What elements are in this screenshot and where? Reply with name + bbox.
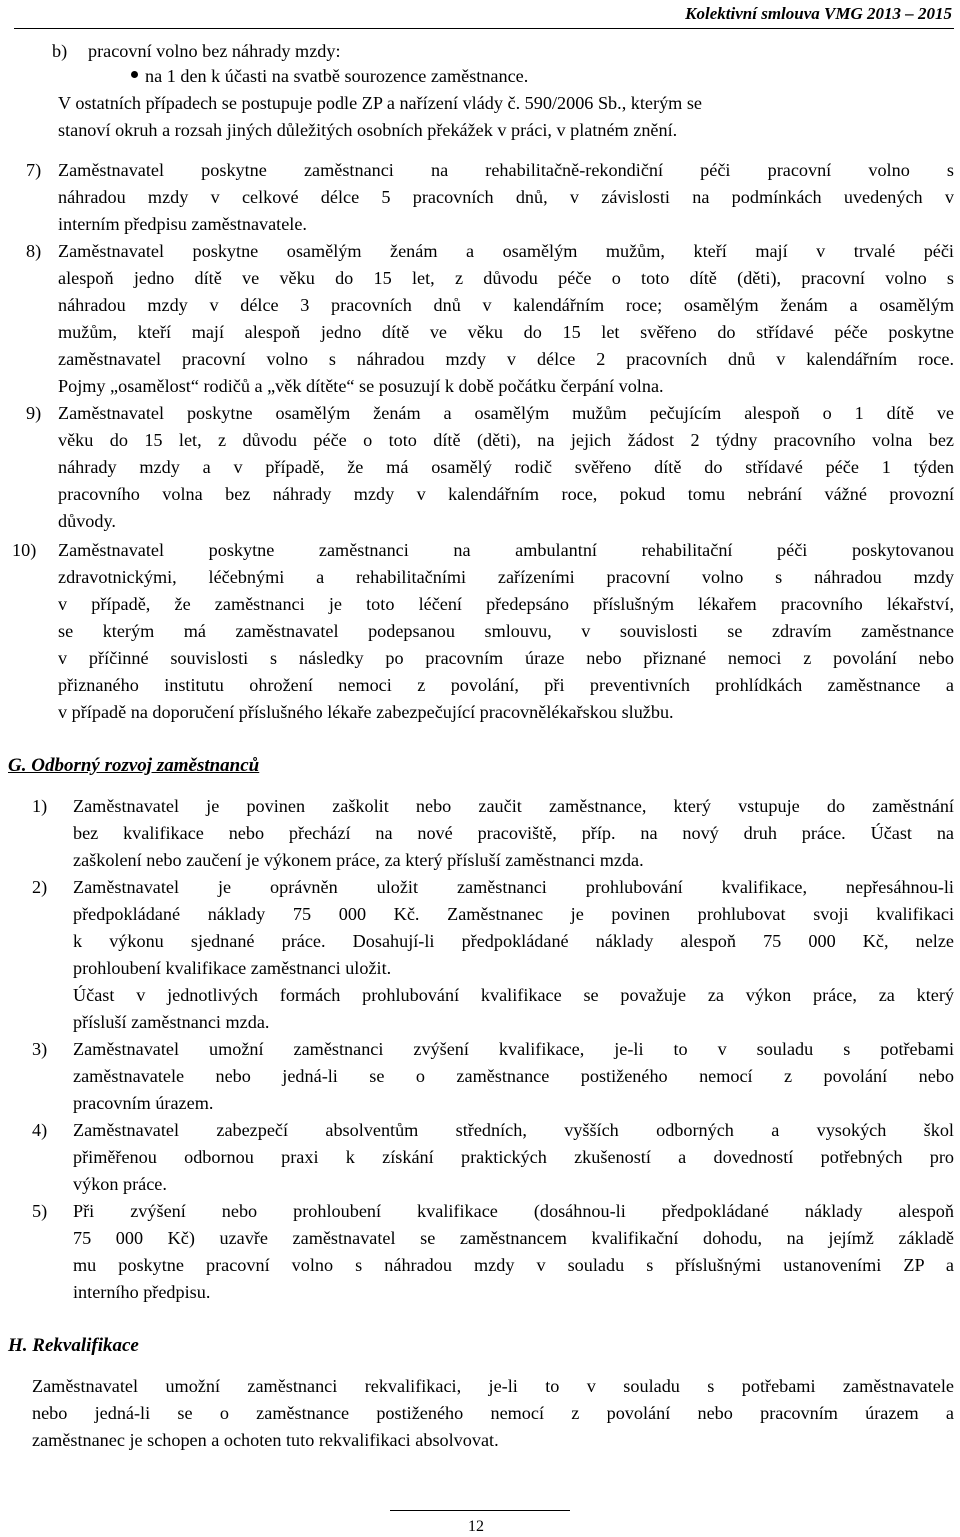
item-line: k výkonu sjednané práce. Dosahují-li předpokládané náklady alespoň 75 000 Kč, nelze	[73, 931, 954, 951]
item-number: 2)	[32, 877, 48, 897]
item-line: mužům, kteří mají alespoň jedno dítě ve věku do 15 let svěřeno do střídavé péče poskytne	[58, 322, 954, 342]
item-line: prohloubení kvalifikace zaměstnanci uložit.	[73, 958, 392, 978]
item-label: b)	[52, 41, 68, 61]
page-number: 12	[468, 1518, 484, 1535]
section-g-heading	[8, 754, 259, 778]
item-line: Zaměstnavatel poskytne osamělým ženám a osamělým mužům pečujícím alespoň o 1 dítě ve	[58, 403, 954, 423]
item-line: bez kvalifikace nebo přechází na nové pracoviště, příp. na nový druh práce. Účast na	[73, 823, 954, 843]
item-line: přísluší zaměstnanci mzda.	[73, 1012, 270, 1032]
item-line: pracovního volna bez náhrady mzdy v kalendářním roce, pokud tomu nebrání vážné provozní	[58, 484, 954, 504]
item-line: Zaměstnavatel zabezpečí absolventům středních, vyšších odborných a vysokých škol	[73, 1120, 954, 1140]
item-line: v příčinné souvislosti s následky po pracovním úraze nebo přiznané nemoci z povolání nebo	[58, 648, 954, 668]
bullet-icon	[131, 71, 138, 78]
item-line: se kterým má zaměstnavatel podepsanou smlouvu, v souvislosti se zdravím zaměstnance	[58, 621, 954, 641]
item-line: Zaměstnavatel poskytne osamělým ženám a osamělým mužům, kteří mají v trvalé péči	[58, 241, 954, 261]
footer-divider	[390, 1510, 570, 1511]
item-number: 5)	[32, 1201, 48, 1221]
item-number: 10)	[12, 540, 37, 560]
document-header-title: Kolektivní smlouva VMG 2013 – 2015	[685, 4, 952, 23]
item-line: náhradou mzdy v celkové délce 5 pracovních dnů, v závislosti na podmínkách uvedených v	[58, 187, 954, 207]
item-line: zdravotnickými, léčebnými a rehabilitačními zařízeními pracovní volno s náhradou mzdy	[58, 567, 954, 587]
item-line: alespoň jedno dítě ve věku do 15 let, z důvodu péče o toto dítě (děti), pracovní volno s	[58, 268, 954, 288]
item-line: přiznaného institutu ohrožení nemoci z povolání, při preventivních prohlídkách zaměstnance a	[58, 675, 954, 695]
item-line: pracovním úrazem.	[73, 1093, 214, 1113]
paragraph-line: Zaměstnavatel umožní zaměstnanci rekvalifikaci, je-li to v souladu s potřebami zaměstnavatele	[32, 1376, 954, 1396]
item-line: zaměstnavatele nebo jedná-li se o zaměstnance postiženého nemocí z povolání nebo	[73, 1066, 954, 1086]
item-title: pracovní volno bez náhrady mzdy:	[88, 41, 341, 61]
item-line: 75 000 Kč) uzavře zaměstnavatel se zaměstnancem kvalifikační dohodu, na jejímž základě	[73, 1228, 954, 1248]
note-line: stanoví okruh a rozsah jiných důležitých osobních překážek v práci, v platném znění.	[58, 120, 678, 140]
item-line: Zaměstnavatel poskytne zaměstnanci na rehabilitačně-rekondiční péči pracovní volno s	[58, 160, 954, 180]
item-line: zaměstnavatel pracovní volno s náhradou mzdy v délce 2 pracovních dnů v kalendářním roce.	[58, 349, 954, 369]
item-number: 9)	[26, 403, 42, 423]
item-line: mu poskytne pracovní volno s náhradou mzdy v souladu s příslušnými ustanoveními ZP a	[73, 1255, 954, 1275]
note-line: V ostatních případech se postupuje podle ZP a nařízení vlády č. 590/2006 Sb., kterým se	[58, 93, 703, 113]
item-line: přiměřenou odbornou praxi k získání praktických zkušeností a dovedností potřebných pro	[73, 1147, 954, 1167]
section-g-heading-text: G. Odborný rozvoj zaměstnanců	[8, 755, 260, 776]
item-line: předpokládané náklady 75 000 Kč. Zaměstnanec je povinen prohlubovat svoji kvalifikaci	[73, 904, 954, 924]
section-h-heading: H. Rekvalifikace	[8, 1335, 139, 1356]
bullet-text: na 1 den k účasti na svatbě sourozence zaměstnance.	[145, 66, 529, 86]
item-line: věku do 15 let, z důvodu péče o toto dítě (děti), na jejich žádost 2 týdny pracovního volna bez	[58, 430, 954, 450]
paragraph-line: zaměstnanec je schopen a ochoten tuto rekvalifikaci absolvovat.	[32, 1430, 499, 1450]
item-line: důvody.	[58, 511, 116, 531]
item-number: 7)	[26, 160, 42, 180]
item-line: interního předpisu.	[73, 1282, 211, 1302]
item-line: interním předpisu zaměstnavatele.	[58, 214, 307, 234]
item-line: náhrady mzdy a v případě, že má osamělý rodič svěřeno dítě do střídavé péče 1 týden	[58, 457, 954, 477]
item-line: Pojmy „osamělost“ rodičů a „věk dítěte“ se posuzují k době počátku čerpání volna.	[58, 376, 664, 396]
item-line: v případě na doporučení příslušného lékaře zabezpečující pracovnělékařskou službu.	[58, 702, 674, 722]
item-line: náhradou mzdy v délce 3 pracovních dnů v kalendářním roce; osamělým ženám a osamělým	[58, 295, 954, 315]
item-line: Zaměstnavatel je oprávněn uložit zaměstnanci prohlubování kvalifikace, nepřesáhnou-li	[73, 877, 954, 897]
item-line: Zaměstnavatel je povinen zaškolit nebo zaučit zaměstnance, který vstupuje do zaměstnání	[73, 796, 954, 816]
item-number: 1)	[32, 796, 48, 816]
item-line: Zaměstnavatel poskytne zaměstnanci na ambulantní rehabilitační péči poskytovanou	[58, 540, 954, 560]
item-line: zaškolení nebo zaučení je výkonem práce, za který přísluší zaměstnanci mzda.	[73, 850, 644, 870]
header-divider	[14, 28, 954, 29]
item-number: 8)	[26, 241, 42, 261]
item-line: Zaměstnavatel umožní zaměstnanci zvýšení kvalifikace, je-li to v souladu s potřebami	[73, 1039, 954, 1059]
item-line: v případě, že zaměstnanci je toto léčení předepsáno příslušným lékařem pracovního lékařství,	[58, 594, 954, 614]
item-number: 4)	[32, 1120, 48, 1140]
paragraph-line: nebo jedná-li se o zaměstnance postiženého nemocí z povolání nebo pracovním úrazem a	[32, 1403, 954, 1423]
item-number: 3)	[32, 1039, 48, 1059]
item-line: Účast v jednotlivých formách prohlubování kvalifikace se považuje za výkon práce, za který	[73, 985, 954, 1005]
item-line: Při zvýšení nebo prohloubení kvalifikace (dosáhnou-li předpokládané náklady alespoň	[73, 1201, 954, 1221]
item-line: výkon práce.	[73, 1174, 167, 1194]
